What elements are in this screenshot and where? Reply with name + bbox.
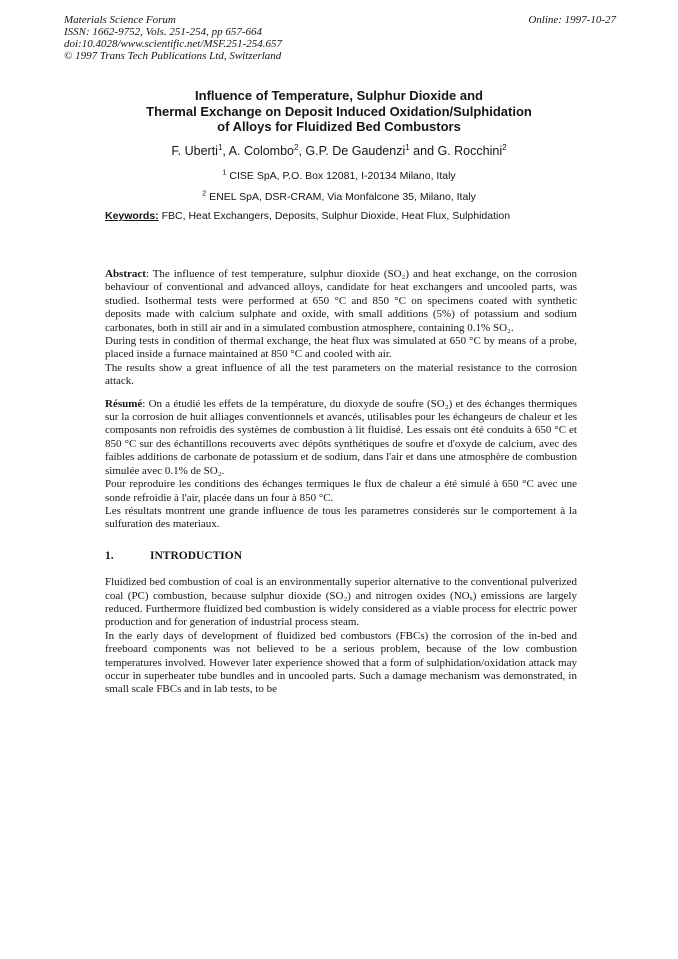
affiliation-1 [0, 167, 678, 183]
paper-body [105, 268, 577, 697]
resume-paragraph-1 [105, 398, 577, 478]
author-affiliation-ref: 2 [502, 142, 507, 152]
introduction-paragraph-1: Fluidized bed combustion of coal is an environmentally superior alternative to the conventional pulverized coal (PC) combustion, because sulphur dioxide (SO₂) and nitrogen oxides (NOₓ) emissions are largely reduced. Furthermore fluidized bed combustion is widely considered as a viable process for electric power production and for generation of industrial process steam. [105, 576, 577, 629]
resume-text: : On a étudié les effets de la température, du dioxyde de soufre (SO₂) et des échanges thermiques sur la corrosion de huit alliages conventionnels et avancés, utilisables pour les échangeurs de chaleur et les composants non refroidis des systèmes de combustion à lit fluidisé. Les essais ont été conduits à 650 °C et 850 °C sur des échantillons recouverts avec dépôts synthétiques de soufre et d'oxyde de calcium, avec des faibles additions de carbonate de potassium et de sodium, dans l'air et dans une atmosphère de combustion simulée avec 0.1% de SO₂. [105, 397, 577, 477]
paper-title-line-1: Influence of Temperature, Sulphur Dioxide and [195, 88, 483, 103]
affiliation-text: ENEL SpA, DSR-CRAM, Via Monfalcone 35, Milano, Italy [206, 191, 476, 203]
issn-line: ISSN: 1662-9752, Vols. 251-254, pp 657-664 [64, 26, 262, 38]
introduction-paragraph-2: In the early days of development of fluidized bed combustors (FBCs) the corrosion of the in-bed and freeboard components was not believed to be a serious problem, because of the low combustion temperatures involved. However later experience showed that a form of sulphidation/oxidation attack may occur in superheater tube bundles and in uncooled parts. Such a damage mechanism was demonstrated, in small scale FBCs and in lab tests, to be [105, 629, 577, 696]
resume-section [105, 398, 577, 532]
abstract-paragraph-2: During tests in condition of thermal exchange, the heat flux was simulated at 650 °C by means of a probe, placed inside a furnace maintained at 850 °C and cooled with air. [105, 335, 577, 361]
author-name: , A. Colombo [222, 144, 294, 158]
paper-title-line-2: Thermal Exchange on Deposit Induced Oxidation/Sulphidation [146, 103, 532, 119]
author-affiliation-ref: 1 [217, 142, 223, 152]
copyright-line: © 1997 Trans Tech Publications Ltd, Switzerland [64, 50, 282, 62]
journal-name: Materials Science Forum [64, 14, 176, 26]
author-name: F. Uberti [171, 144, 218, 158]
resume-paragraph-2: Pour reproduire les conditions des échanges termiques le flux de chaleur a été simulé à 650 °C avec une sonde refroidie à l'air, placée dans un four à 850 °C. [105, 478, 577, 504]
section-number: 1. [105, 549, 114, 562]
author-affiliation-ref: 2 [294, 142, 299, 152]
authors-line [0, 144, 678, 159]
author-affiliation-ref: 1 [405, 142, 410, 152]
running-head [64, 14, 616, 62]
paper-title-line-3: of Alloys for Fluidized Bed Combustors [217, 119, 461, 134]
abstract-paragraph-1 [105, 268, 577, 335]
online-date: Online: 1997-10-27 [528, 14, 616, 26]
doi-line: doi:10.4028/www.scientific.net/MSF.251-254.657 [64, 38, 283, 50]
paper-title [0, 88, 678, 135]
abstract-paragraph-3: The results show a great influence of all the test parameters on the material resistance to the corrosion attack. [105, 361, 577, 388]
affiliation-marker: 1 [222, 167, 227, 177]
author-name: , G.P. De Gaudenzi [298, 144, 406, 158]
section-heading-introduction [105, 550, 577, 563]
keywords-label: Keywords: [105, 210, 159, 222]
publication-info [64, 14, 282, 62]
resume-paragraph-3: Les résultats montrent une grande influence de tous les parametres considerés sur le comportement à la sulfuration des materiaux. [105, 504, 577, 531]
keywords-text: FBC, Heat Exchangers, Deposits, Sulphur Dioxide, Heat Flux, Sulphidation [158, 210, 511, 222]
abstract-section [105, 268, 577, 389]
abstract-label: Abstract [105, 268, 146, 280]
introduction-section [105, 576, 577, 697]
affiliation-text: CISE SpA, P.O. Box 12081, I-20134 Milano, Italy [226, 170, 456, 182]
affiliation-2 [0, 188, 678, 204]
author-name: and G. Rocchini [409, 144, 503, 158]
resume-label: Résumé [105, 397, 143, 410]
affiliation-marker: 2 [202, 188, 207, 198]
keywords-line [105, 210, 577, 223]
section-title: INTRODUCTION [150, 549, 243, 562]
abstract-text: : The influence of test temperature, sulphur dioxide (SO₂) and heat exchange, on the corrosion behaviour of conventional and advanced alloys, candidate for heat exchangers and uncooled parts, was studied. Isothermal tests were performed at 650 °C and 850 °C on specimens coated with synthetic deposits made with calcium sulphate and oxide, with small additions (5%) of potassium and sodium carbonates, both in still air and in a simulated combustion atmosphere, containing 0.1% SO₂. [105, 268, 577, 334]
